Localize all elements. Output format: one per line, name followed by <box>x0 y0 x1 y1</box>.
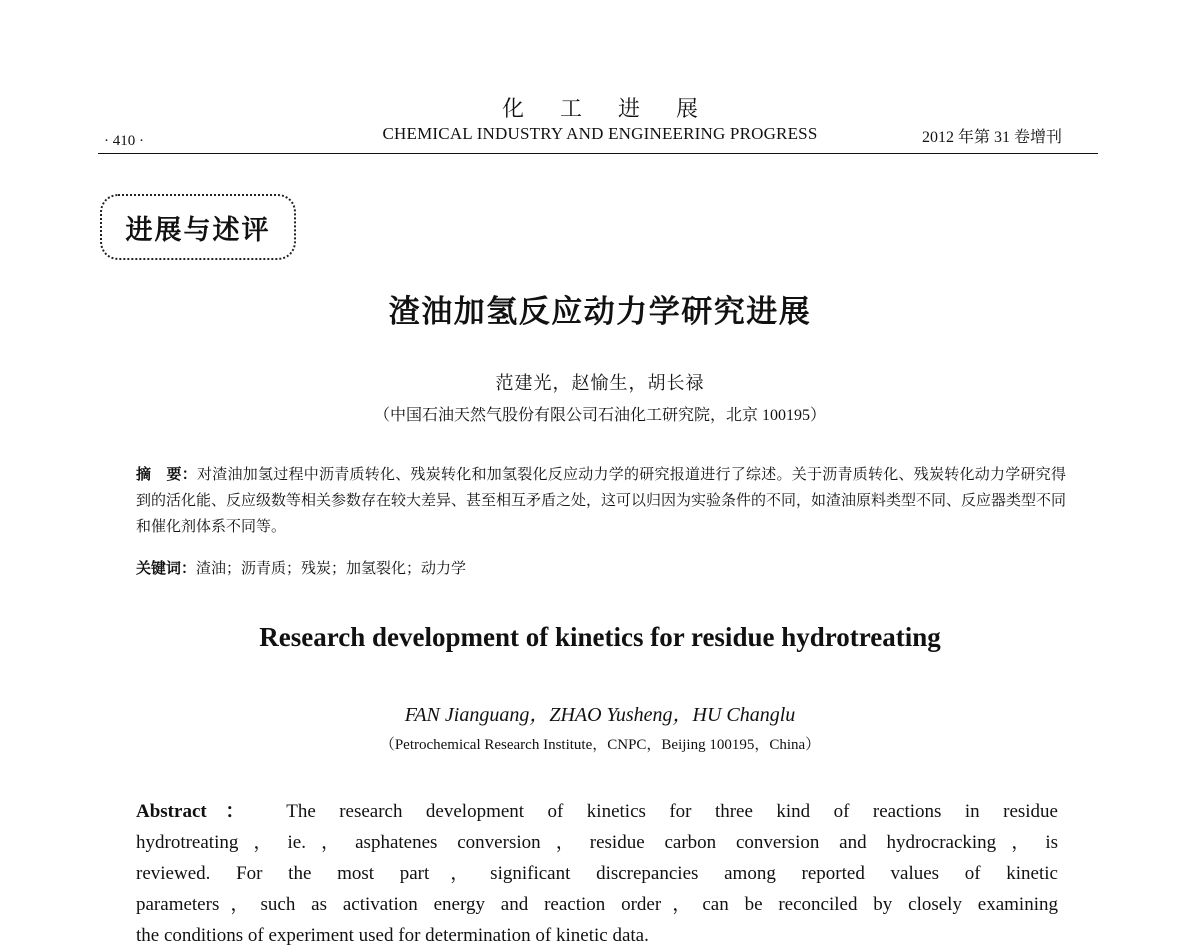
keywords-cn <box>136 557 1066 578</box>
paper-title-cn: 渣油加氢反应动力学研究进展 <box>388 294 812 330</box>
abstract-cn-label: 摘 要： <box>136 465 197 483</box>
abstract-en-line4: parameters，such as activation energy and reaction order，can be reconciled by closely examining <box>136 894 1058 915</box>
abstract-cn <box>136 461 1066 540</box>
abstract-en-line <box>136 796 1058 827</box>
affiliation-en: （Petrochemical Research Institute，CNPC，Beijing 100195，China） <box>379 737 821 753</box>
abstract-cn-text: 对渣油加氢过程中沥青质转化、残炭转化和加氢裂化反应动力学的研究报道进行了综述。关于沥青质转化、残炭转化动力学研究得到的活化能、反应级数等相关参数存在较大差异、甚至相互矛盾之处，这可以归因为实验条件的不同，如渣油原料类型不同、反应器类型不同和催化剂体系不同等。 <box>136 467 1067 535</box>
abstract-en-label: Abstract： <box>136 801 264 822</box>
page-number: · 410 · <box>104 133 144 149</box>
abstract-en <box>136 796 1058 951</box>
column-badge <box>100 194 296 260</box>
column-label: 进展与述评 <box>125 214 271 246</box>
journal-title-cn: 化工进展 <box>501 96 734 121</box>
keywords-cn-label: 关键词： <box>136 559 197 577</box>
issue-info: 2012 年第 31 卷增刊 <box>922 129 1063 146</box>
abstract-en-line1: The research development of kinetics for three kind of reactions in residue <box>286 801 1058 822</box>
abstract-en-line5: the conditions of experiment used for determination of kinetic data. <box>136 925 649 946</box>
keywords-cn-text: 渣油；沥青质；残炭；加氢裂化；动力学 <box>196 561 467 577</box>
journal-title-en: CHEMICAL INDUSTRY AND ENGINEERING PROGRESS <box>382 124 818 143</box>
header-rule <box>98 153 1098 154</box>
affiliation-cn: （中国石油天然气股份有限公司石油化工研究院，北京 100195） <box>373 407 826 424</box>
abstract-en-line2: hydrotreating，ie.，asphatenes conversion，residue carbon conversion and hydrocracking，is <box>136 832 1058 853</box>
abstract-en-line3: reviewed. For the most part，significant discrepancies among reported values of kinetic <box>136 863 1058 884</box>
paper-title-en: Research development of kinetics for residue hydrotreating <box>259 622 941 652</box>
authors-cn: 范建光，赵愉生，胡长禄 <box>495 373 705 393</box>
authors-en: FAN Jianguang，ZHAO Yusheng，HU Changlu <box>404 704 796 726</box>
